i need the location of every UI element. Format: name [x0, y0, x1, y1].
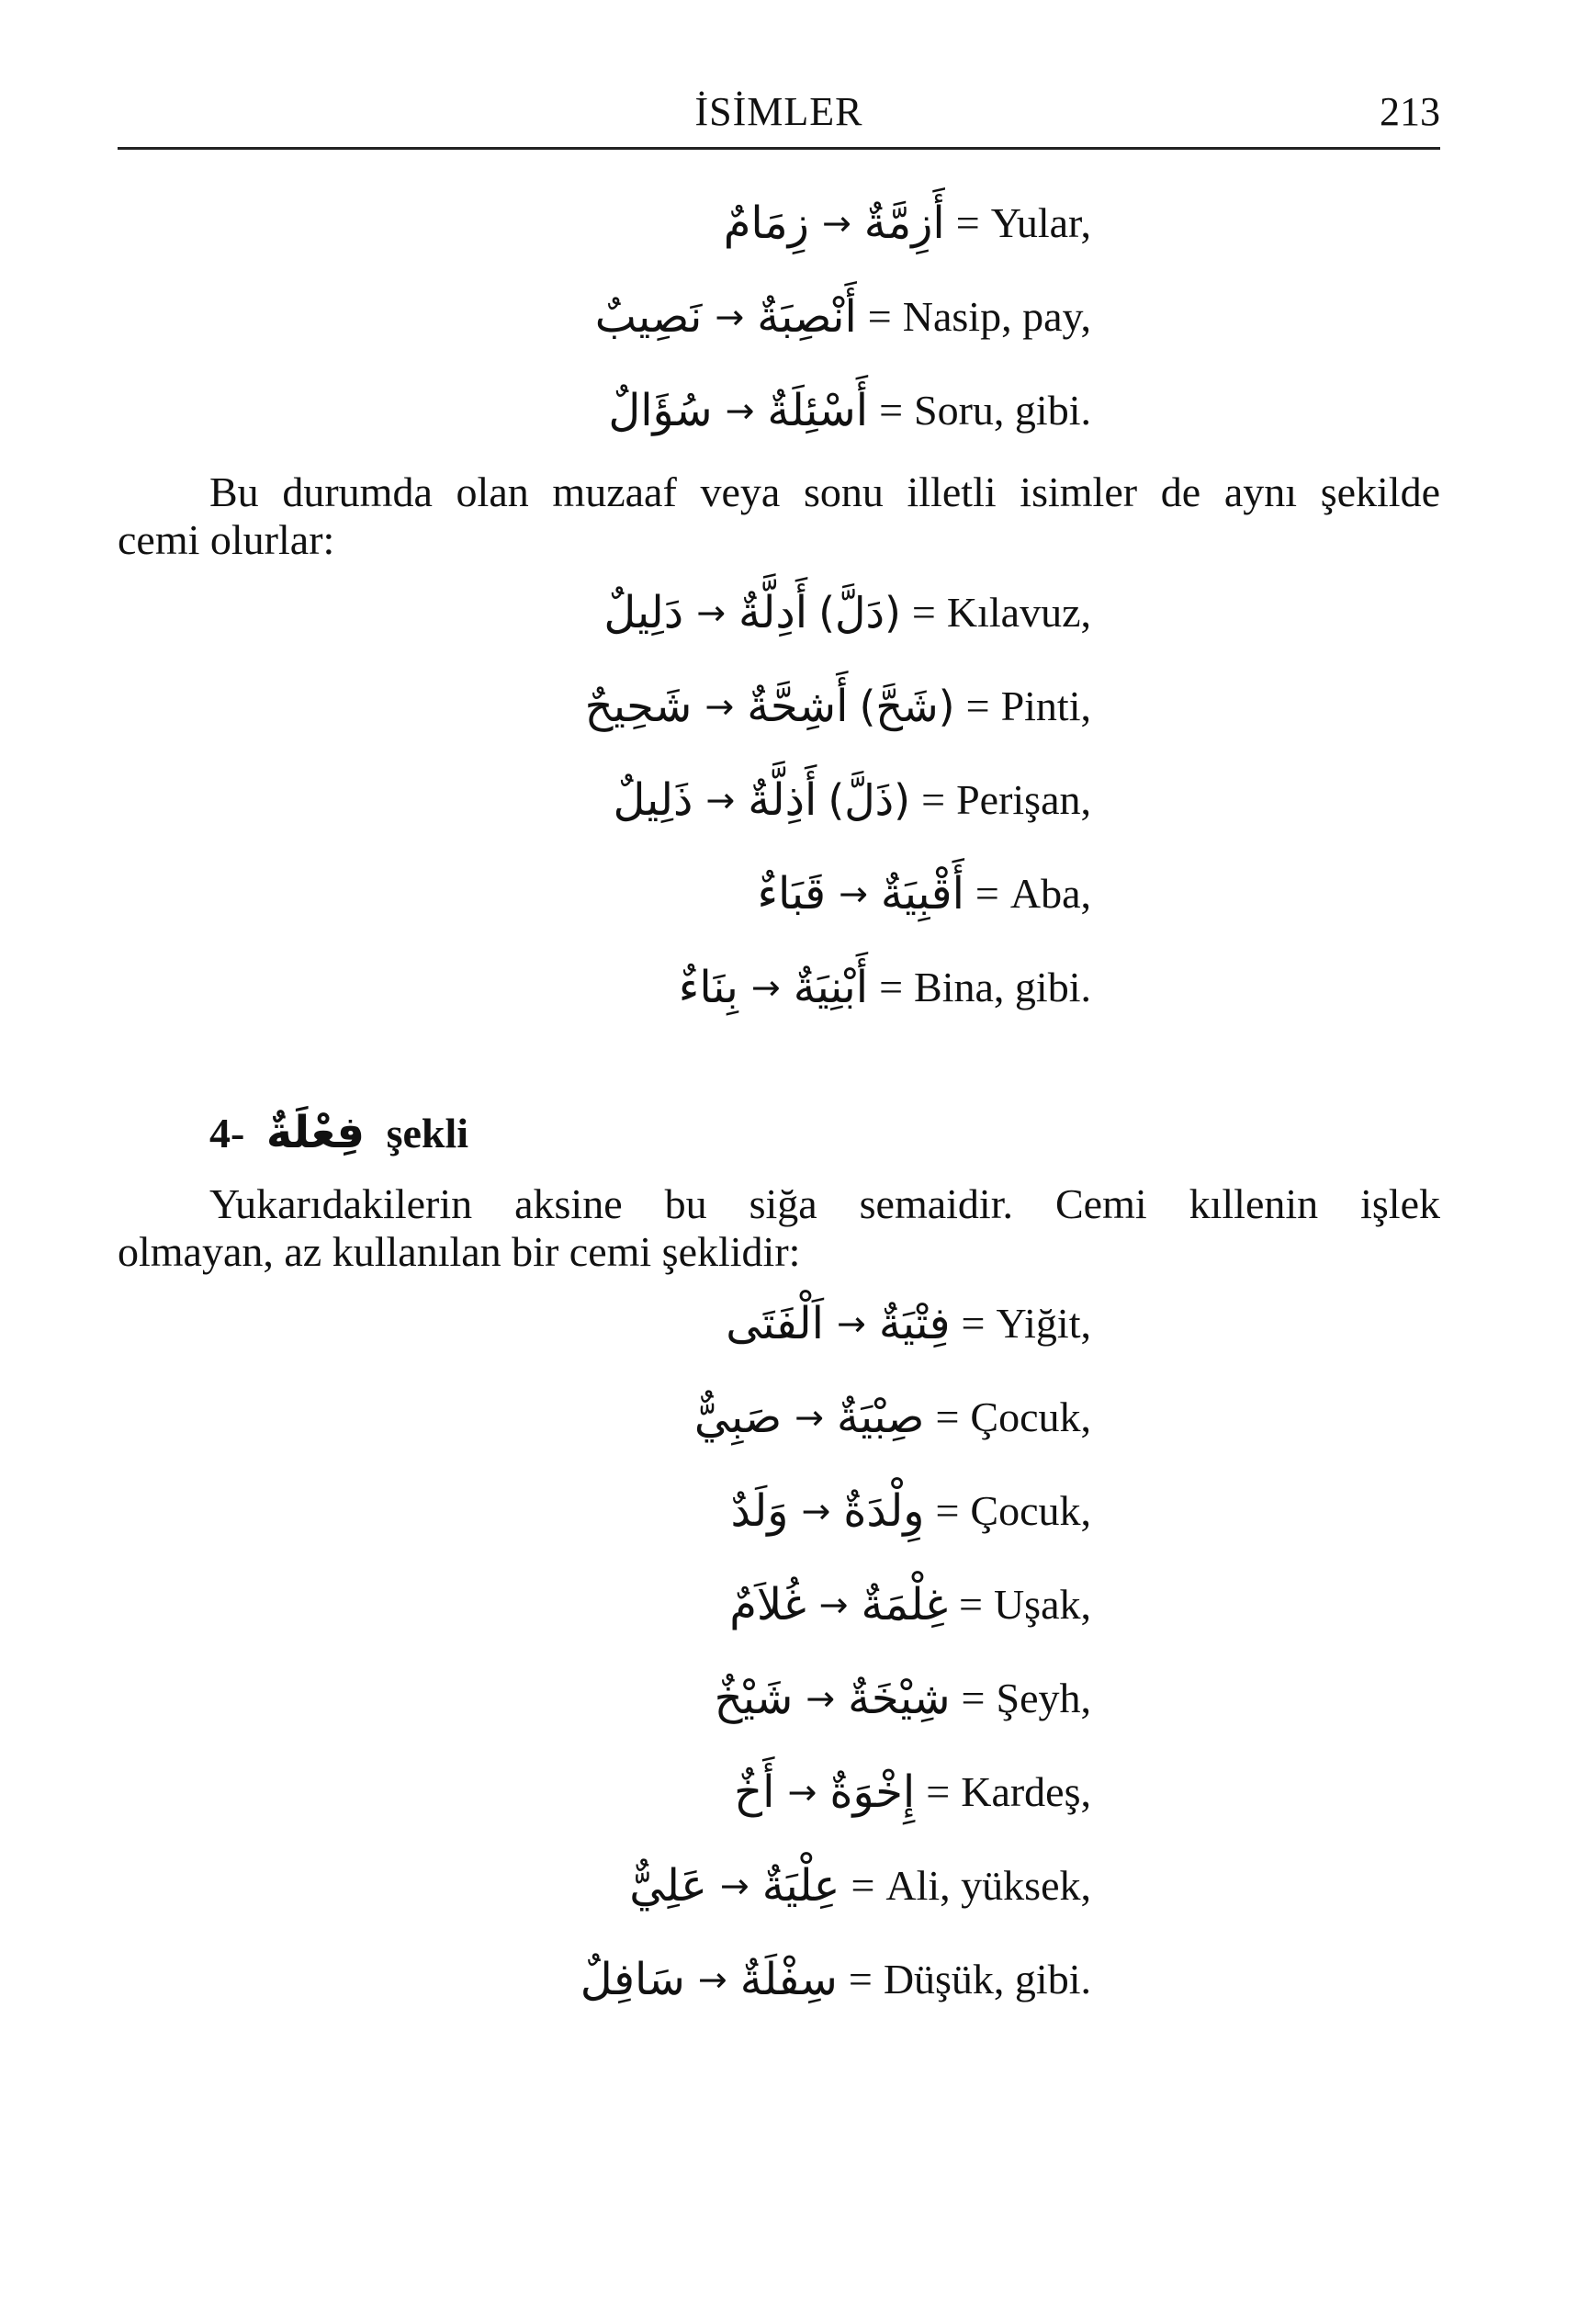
arrow-icon: → [705, 780, 736, 820]
plural-form: صِبْيَةٌ [836, 1392, 925, 1443]
chapter-title: İSİMLER [694, 89, 863, 134]
arrow-icon: → [801, 1491, 831, 1531]
entry [118, 753, 1091, 847]
arrow-icon: → [719, 1866, 749, 1906]
entry [118, 1839, 1091, 1933]
turkish-meaning: Soru, gibi. [914, 387, 1091, 434]
plural-form: أَشِحَّةٌ [747, 681, 849, 732]
plural-form: أَنْصِبَةٌ [757, 291, 857, 343]
turkish-meaning: Şeyh, [996, 1675, 1091, 1721]
turkish-meaning: Nasip, pay, [902, 293, 1091, 340]
arrow-icon: → [787, 1772, 817, 1812]
turkish-meaning: Pinti, [1000, 683, 1091, 729]
equals-sign: = [911, 589, 936, 636]
equals-sign: = [848, 1956, 873, 2002]
entry [118, 1652, 1091, 1745]
singular-form: عَلِيٌّ [629, 1860, 707, 1912]
entry [118, 270, 1091, 364]
entry-list-2 [118, 566, 1091, 1034]
equals-sign: = [975, 870, 999, 917]
arrow-icon: → [750, 967, 781, 1008]
singular-form: اَلْفَتَى [726, 1298, 825, 1349]
equals-sign: = [867, 293, 892, 340]
plural-form: أَزِمَّةٌ [863, 197, 945, 249]
turkish-meaning: Bina, gibi. [914, 964, 1091, 1010]
equals-sign: = [879, 964, 904, 1010]
arrow-icon: → [806, 1678, 836, 1719]
arrow-icon: → [839, 874, 868, 914]
paragraph [118, 468, 1440, 564]
plural-form: عِلْيَةٌ [761, 1860, 840, 1912]
turkish-meaning: Perişan, [956, 776, 1091, 823]
arrow-icon: → [821, 203, 851, 243]
singular-form: شَيْخٌ [714, 1673, 794, 1724]
equals-sign: = [935, 1393, 960, 1440]
equals-sign: = [961, 1300, 986, 1347]
paragraph [118, 1180, 1440, 1276]
arrow-icon: → [715, 297, 745, 337]
section-label: şekli [386, 1110, 469, 1156]
arrow-icon: → [725, 390, 755, 431]
singular-form: سُؤَالٌ [608, 385, 713, 436]
equals-sign: = [851, 1862, 875, 1909]
root-form: (شَحَّ) [859, 682, 955, 731]
singular-form: بِنَاءٌ [678, 962, 738, 1013]
turkish-meaning: Düşük, gibi. [883, 1956, 1091, 2002]
paragraph-line: Bu durumda olan muzaaf veya sonu illetli isimler de aynı şekilde [209, 468, 1440, 515]
entry [118, 1371, 1091, 1464]
equals-sign: = [935, 1487, 960, 1534]
entry [118, 1745, 1091, 1839]
entry-list-3 [118, 1277, 1091, 2026]
equals-sign: = [921, 776, 946, 823]
turkish-meaning: Çocuk, [970, 1393, 1091, 1440]
arrow-icon: → [697, 1959, 727, 2000]
entry [118, 176, 1091, 270]
turkish-meaning: Kılavuz, [946, 589, 1091, 636]
arrow-icon: → [696, 592, 727, 633]
entry [118, 566, 1091, 660]
plural-form: أَدِلَّةٌ [738, 587, 808, 638]
singular-form: سَافِلٌ [580, 1954, 685, 2005]
singular-form: دَلِيلٌ [603, 587, 684, 638]
section-number: 4- [209, 1110, 245, 1156]
turkish-meaning: Kardeş, [961, 1768, 1091, 1815]
section-heading [209, 1107, 468, 1158]
entry [118, 364, 1091, 457]
arrow-icon: → [704, 686, 735, 727]
entry [118, 847, 1091, 941]
arrow-icon: → [837, 1303, 866, 1344]
turkish-meaning: Yular, [990, 199, 1091, 246]
turkish-meaning: Uşak, [993, 1581, 1091, 1628]
singular-form: قَبَاءٌ [757, 868, 827, 919]
singular-form: شَحِيحٌ [584, 681, 693, 732]
entry [118, 1933, 1091, 2026]
plural-form: سِفْلَةٌ [739, 1954, 838, 2005]
singular-form: صَبِيٌّ [693, 1392, 783, 1443]
equals-sign: = [879, 387, 904, 434]
running-head [118, 83, 1440, 150]
plural-form: أَسْئِلَةٌ [767, 385, 869, 436]
entry [118, 941, 1091, 1034]
root-form: (ذَلَّ) [828, 775, 911, 825]
plural-form: إِخْوَةٌ [829, 1766, 916, 1818]
entry [118, 660, 1091, 753]
root-form: (دَلَّ) [818, 588, 901, 637]
turkish-meaning: Aba, [1009, 870, 1091, 917]
equals-sign: = [959, 1581, 983, 1628]
page-number: 213 [1380, 89, 1440, 134]
paragraph-line: cemi olurlar: [118, 516, 335, 563]
plural-form: فِتْيَةٌ [878, 1298, 951, 1349]
entry [118, 1277, 1091, 1371]
singular-form: وَلَدٌ [730, 1485, 789, 1537]
singular-form: أَخٌ [734, 1766, 775, 1818]
plural-form: شِيْخَةٌ [848, 1673, 951, 1724]
turkish-meaning: Çocuk, [970, 1487, 1091, 1534]
singular-form: نَصِيبٌ [594, 291, 703, 343]
plural-form: وِلْدَةٌ [843, 1485, 925, 1537]
paragraph-line: Yukarıdakilerin aksine bu siğa semaidir. Cemi kıllenin işlek [209, 1180, 1440, 1227]
turkish-meaning: Ali, yüksek, [885, 1862, 1091, 1909]
entry [118, 1464, 1091, 1558]
paragraph-line: olmayan, az kullanılan bir cemi şeklidir: [118, 1228, 801, 1275]
equals-sign: = [961, 1675, 986, 1721]
plural-form: غِلْمَةٌ [861, 1579, 948, 1630]
singular-form: ذَلِيلٌ [613, 774, 693, 826]
arrow-icon: → [794, 1397, 824, 1438]
singular-form: غُلاَمٌ [729, 1579, 806, 1630]
equals-sign: = [926, 1768, 951, 1815]
turkish-meaning: Yiğit, [996, 1300, 1091, 1347]
plural-form: أَبْنِيَةٌ [793, 962, 869, 1013]
plural-form: أَقْبِيَةٌ [880, 868, 964, 919]
equals-sign: = [955, 199, 980, 246]
singular-form: زِمَامٌ [723, 197, 809, 249]
arrow-icon: → [818, 1585, 849, 1625]
equals-sign: = [965, 683, 990, 729]
plural-form: أَذِلَّةٌ [748, 774, 817, 826]
entry [118, 1558, 1091, 1652]
entry-list-1 [118, 176, 1091, 457]
section-arabic-pattern: فِعْلَةٌ [265, 1107, 366, 1158]
